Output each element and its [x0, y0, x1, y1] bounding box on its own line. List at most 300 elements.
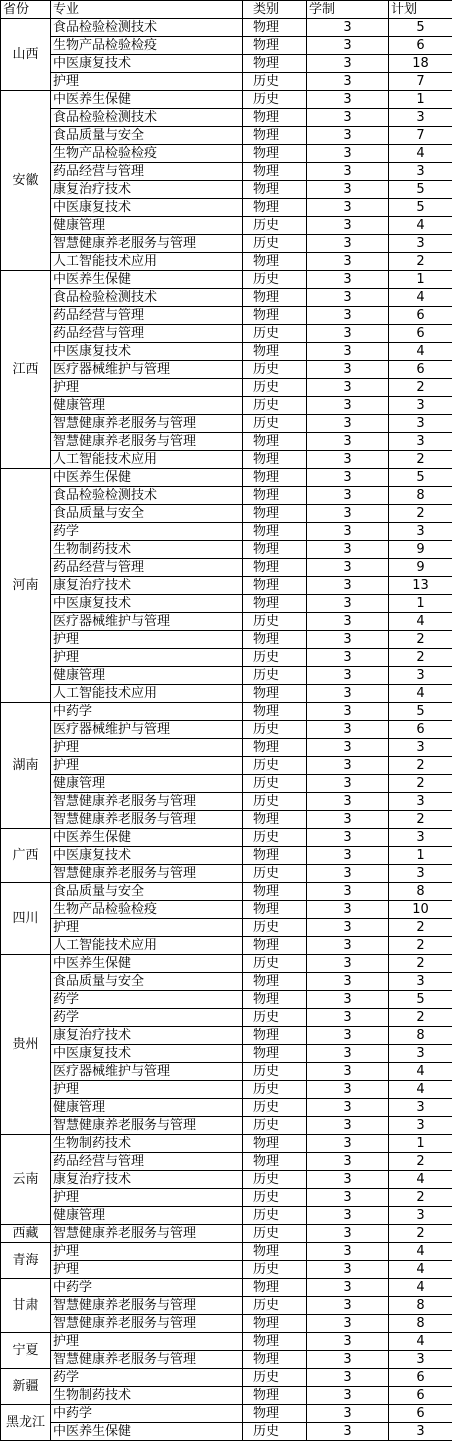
province-cell: 甘肃: [1, 1279, 51, 1333]
years-cell: 3: [307, 991, 389, 1009]
table-row: [1, 109, 452, 127]
category-cell: 历史: [243, 1189, 307, 1207]
category-cell: 物理: [243, 109, 307, 127]
years-cell: 3: [307, 343, 389, 361]
major-cell: 智慧健康养老服务与管理: [51, 1351, 243, 1369]
major-cell: 护理: [51, 1261, 243, 1279]
major-cell: 中医康复技术: [51, 595, 243, 613]
table-row: [1, 1081, 452, 1099]
plan-cell: 6: [389, 325, 452, 343]
category-cell: 物理: [243, 307, 307, 325]
province-cell: 安徽: [1, 91, 51, 271]
major-cell: 智慧健康养老服务与管理: [51, 415, 243, 433]
category-cell: 物理: [243, 145, 307, 163]
major-cell: 护理: [51, 739, 243, 757]
table-row: [1, 955, 452, 973]
plan-cell: 4: [389, 685, 452, 703]
major-cell: 智慧健康养老服务与管理: [51, 1117, 243, 1135]
category-cell: 物理: [243, 559, 307, 577]
category-cell: 物理: [243, 523, 307, 541]
table-row: [1, 1207, 452, 1225]
major-cell: 中医康复技术: [51, 55, 243, 73]
major-cell: 护理: [51, 1081, 243, 1099]
table-row: [1, 37, 452, 55]
years-cell: 3: [307, 163, 389, 181]
category-cell: 物理: [243, 577, 307, 595]
table-row: [1, 1063, 452, 1081]
category-cell: 物理: [243, 19, 307, 37]
major-cell: 药品经营与管理: [51, 325, 243, 343]
category-cell: 物理: [243, 487, 307, 505]
table-row: [1, 325, 452, 343]
years-cell: 3: [307, 973, 389, 991]
province-cell: 贵州: [1, 955, 51, 1135]
plan-cell: 2: [389, 1189, 452, 1207]
major-cell: 中药学: [51, 1405, 243, 1423]
major-cell: 药品经营与管理: [51, 559, 243, 577]
table-row: [1, 937, 452, 955]
major-cell: 中医养生保健: [51, 469, 243, 487]
table-row: [1, 919, 452, 937]
category-cell: 历史: [243, 1099, 307, 1117]
years-cell: 3: [307, 379, 389, 397]
category-cell: 物理: [243, 1153, 307, 1171]
plan-cell: 2: [389, 1153, 452, 1171]
table-row: [1, 1261, 452, 1279]
plan-cell: 4: [389, 1279, 452, 1297]
plan-cell: 3: [389, 793, 452, 811]
plan-cell: 3: [389, 109, 452, 127]
table-row: [1, 1189, 452, 1207]
table-row: [1, 847, 452, 865]
header-major: 专业: [51, 1, 243, 19]
category-cell: 历史: [243, 757, 307, 775]
major-cell: 健康管理: [51, 667, 243, 685]
plan-cell: 8: [389, 1297, 452, 1315]
plan-cell: 3: [389, 829, 452, 847]
plan-cell: 2: [389, 379, 452, 397]
major-cell: 健康管理: [51, 217, 243, 235]
category-cell: 物理: [243, 703, 307, 721]
table-row: [1, 721, 452, 739]
plan-cell: 3: [389, 1099, 452, 1117]
years-cell: 3: [307, 703, 389, 721]
plan-cell: 4: [389, 343, 452, 361]
plan-cell: 1: [389, 1135, 452, 1153]
major-cell: 智慧健康养老服务与管理: [51, 235, 243, 253]
category-cell: 历史: [243, 721, 307, 739]
major-cell: 中医康复技术: [51, 343, 243, 361]
major-cell: 中医养生保健: [51, 829, 243, 847]
table-row: [1, 685, 452, 703]
major-cell: 生物制药技术: [51, 541, 243, 559]
years-cell: 3: [307, 577, 389, 595]
major-cell: 药学: [51, 1369, 243, 1387]
years-cell: 3: [307, 1297, 389, 1315]
table-row: [1, 1243, 452, 1261]
category-cell: 物理: [243, 631, 307, 649]
category-cell: 物理: [243, 343, 307, 361]
category-cell: 历史: [243, 775, 307, 793]
category-cell: 物理: [243, 1333, 307, 1351]
major-cell: 康复治疗技术: [51, 577, 243, 595]
category-cell: 物理: [243, 253, 307, 271]
category-cell: 历史: [243, 325, 307, 343]
category-cell: 历史: [243, 793, 307, 811]
years-cell: 3: [307, 721, 389, 739]
plan-cell: 4: [389, 289, 452, 307]
plan-cell: 5: [389, 19, 452, 37]
plan-cell: 13: [389, 577, 452, 595]
plan-cell: 8: [389, 1027, 452, 1045]
table-row: [1, 1117, 452, 1135]
table-row: [1, 541, 452, 559]
major-cell: 康复治疗技术: [51, 181, 243, 199]
years-cell: 3: [307, 1405, 389, 1423]
plan-cell: 6: [389, 1387, 452, 1405]
plan-cell: 3: [389, 865, 452, 883]
header-plan: 计划: [389, 1, 452, 19]
plan-cell: 2: [389, 811, 452, 829]
major-cell: 药学: [51, 991, 243, 1009]
table-row: [1, 1045, 452, 1063]
plan-cell: 9: [389, 541, 452, 559]
province-cell: 新疆: [1, 1369, 51, 1405]
header-row: [1, 1, 452, 19]
years-cell: 3: [307, 1171, 389, 1189]
category-cell: 物理: [243, 541, 307, 559]
plan-cell: 2: [389, 649, 452, 667]
header-province: 省份: [1, 1, 51, 19]
major-cell: 智慧健康养老服务与管理: [51, 1297, 243, 1315]
table-row: [1, 1405, 452, 1423]
table-row: [1, 361, 452, 379]
category-cell: 物理: [243, 55, 307, 73]
years-cell: 3: [307, 73, 389, 91]
years-cell: 3: [307, 1009, 389, 1027]
major-cell: 护理: [51, 757, 243, 775]
table-row: [1, 523, 452, 541]
years-cell: 3: [307, 433, 389, 451]
table-row: [1, 757, 452, 775]
plan-cell: 3: [389, 163, 452, 181]
plan-cell: 9: [389, 559, 452, 577]
category-cell: 历史: [243, 1207, 307, 1225]
years-cell: 3: [307, 1207, 389, 1225]
category-cell: 历史: [243, 649, 307, 667]
table-row: [1, 559, 452, 577]
major-cell: 健康管理: [51, 775, 243, 793]
plan-cell: 1: [389, 91, 452, 109]
table-row: [1, 145, 452, 163]
category-cell: 物理: [243, 1027, 307, 1045]
table-row: [1, 181, 452, 199]
years-cell: 3: [307, 145, 389, 163]
category-cell: 历史: [243, 865, 307, 883]
major-cell: 健康管理: [51, 397, 243, 415]
plan-cell: 6: [389, 1405, 452, 1423]
plan-cell: 3: [389, 739, 452, 757]
major-cell: 护理: [51, 649, 243, 667]
years-cell: 3: [307, 865, 389, 883]
plan-cell: 3: [389, 1207, 452, 1225]
plan-cell: 5: [389, 469, 452, 487]
table-row: [1, 55, 452, 73]
major-cell: 智慧健康养老服务与管理: [51, 811, 243, 829]
province-cell: 四川: [1, 883, 51, 955]
years-cell: 3: [307, 811, 389, 829]
major-cell: 食品质量与安全: [51, 505, 243, 523]
years-cell: 3: [307, 1099, 389, 1117]
years-cell: 3: [307, 739, 389, 757]
plan-cell: 4: [389, 1261, 452, 1279]
category-cell: 物理: [243, 883, 307, 901]
table-row: [1, 1351, 452, 1369]
province-cell: 青海: [1, 1243, 51, 1279]
plan-cell: 4: [389, 1063, 452, 1081]
plan-cell: 2: [389, 955, 452, 973]
years-cell: 3: [307, 595, 389, 613]
major-cell: 智慧健康养老服务与管理: [51, 793, 243, 811]
years-cell: 3: [307, 631, 389, 649]
plan-cell: 8: [389, 883, 452, 901]
years-cell: 3: [307, 397, 389, 415]
plan-cell: 10: [389, 901, 452, 919]
major-cell: 医疗器械维护与管理: [51, 721, 243, 739]
major-cell: 健康管理: [51, 1099, 243, 1117]
plan-cell: 1: [389, 271, 452, 289]
years-cell: 3: [307, 829, 389, 847]
years-cell: 3: [307, 1081, 389, 1099]
years-cell: 3: [307, 469, 389, 487]
category-cell: 历史: [243, 1171, 307, 1189]
category-cell: 物理: [243, 433, 307, 451]
category-cell: 历史: [243, 667, 307, 685]
province-cell: 云南: [1, 1135, 51, 1225]
major-cell: 药学: [51, 523, 243, 541]
plan-cell: 4: [389, 1081, 452, 1099]
table-row: [1, 649, 452, 667]
years-cell: 3: [307, 307, 389, 325]
major-cell: 中医养生保健: [51, 271, 243, 289]
years-cell: 3: [307, 1243, 389, 1261]
years-cell: 3: [307, 19, 389, 37]
category-cell: 物理: [243, 937, 307, 955]
plan-cell: 8: [389, 1315, 452, 1333]
major-cell: 食品质量与安全: [51, 127, 243, 145]
major-cell: 康复治疗技术: [51, 1171, 243, 1189]
table-row: [1, 19, 452, 37]
table-row: [1, 451, 452, 469]
years-cell: 3: [307, 1333, 389, 1351]
plan-cell: 2: [389, 451, 452, 469]
plan-cell: 6: [389, 721, 452, 739]
major-cell: 生物产品检验检疫: [51, 145, 243, 163]
table-row: [1, 1387, 452, 1405]
years-cell: 3: [307, 1369, 389, 1387]
plan-cell: 4: [389, 613, 452, 631]
category-cell: 历史: [243, 235, 307, 253]
years-cell: 3: [307, 1045, 389, 1063]
table-row: [1, 235, 452, 253]
years-cell: 3: [307, 1063, 389, 1081]
category-cell: 历史: [243, 1009, 307, 1027]
table-row: [1, 829, 452, 847]
category-cell: 历史: [243, 1261, 307, 1279]
years-cell: 3: [307, 253, 389, 271]
major-cell: 食品质量与安全: [51, 883, 243, 901]
table-row: [1, 577, 452, 595]
category-cell: 物理: [243, 37, 307, 55]
years-cell: 3: [307, 361, 389, 379]
years-cell: 3: [307, 235, 389, 253]
category-cell: 物理: [243, 1279, 307, 1297]
years-cell: 3: [307, 955, 389, 973]
major-cell: 药品经营与管理: [51, 1153, 243, 1171]
category-cell: 物理: [243, 973, 307, 991]
category-cell: 历史: [243, 919, 307, 937]
category-cell: 历史: [243, 1081, 307, 1099]
years-cell: 3: [307, 1315, 389, 1333]
years-cell: 3: [307, 37, 389, 55]
years-cell: 3: [307, 613, 389, 631]
plan-cell: 3: [389, 1117, 452, 1135]
years-cell: 3: [307, 487, 389, 505]
years-cell: 3: [307, 1279, 389, 1297]
category-cell: 历史: [243, 1297, 307, 1315]
category-cell: 历史: [243, 1225, 307, 1243]
major-cell: 护理: [51, 1333, 243, 1351]
plan-cell: 3: [389, 1423, 452, 1441]
plan-cell: 4: [389, 1171, 452, 1189]
major-cell: 生物制药技术: [51, 1135, 243, 1153]
plan-cell: 2: [389, 253, 452, 271]
plan-cell: 2: [389, 757, 452, 775]
plan-cell: 3: [389, 973, 452, 991]
table-row: [1, 163, 452, 181]
years-cell: 3: [307, 415, 389, 433]
table-row: [1, 883, 452, 901]
table-row: [1, 73, 452, 91]
province-cell: 黑龙江: [1, 1405, 51, 1441]
category-cell: 历史: [243, 73, 307, 91]
plan-cell: 4: [389, 217, 452, 235]
plan-cell: 3: [389, 523, 452, 541]
plan-cell: 3: [389, 433, 452, 451]
table-row: [1, 127, 452, 145]
years-cell: 3: [307, 199, 389, 217]
plan-cell: 3: [389, 1351, 452, 1369]
table-row: [1, 613, 452, 631]
years-cell: 3: [307, 685, 389, 703]
table-row: [1, 973, 452, 991]
province-cell: 宁夏: [1, 1333, 51, 1369]
major-cell: 医疗器械维护与管理: [51, 1063, 243, 1081]
plan-cell: 2: [389, 1009, 452, 1027]
category-cell: 物理: [243, 127, 307, 145]
years-cell: 3: [307, 793, 389, 811]
major-cell: 食品检验检测技术: [51, 289, 243, 307]
category-cell: 物理: [243, 289, 307, 307]
plan-cell: 2: [389, 937, 452, 955]
major-cell: 中医康复技术: [51, 199, 243, 217]
table-row: [1, 775, 452, 793]
years-cell: 3: [307, 271, 389, 289]
years-cell: 3: [307, 1027, 389, 1045]
plan-cell: 3: [389, 1045, 452, 1063]
years-cell: 3: [307, 109, 389, 127]
years-cell: 3: [307, 1117, 389, 1135]
years-cell: 3: [307, 541, 389, 559]
province-cell: 河南: [1, 469, 51, 703]
province-cell: 广西: [1, 829, 51, 883]
years-cell: 3: [307, 1423, 389, 1441]
table-row: [1, 1315, 452, 1333]
years-cell: 3: [307, 1225, 389, 1243]
major-cell: 人工智能技术应用: [51, 253, 243, 271]
table-row: [1, 433, 452, 451]
category-cell: 历史: [243, 955, 307, 973]
table-row: [1, 631, 452, 649]
years-cell: 3: [307, 55, 389, 73]
major-cell: 食品检验检测技术: [51, 487, 243, 505]
category-cell: 物理: [243, 469, 307, 487]
province-cell: 西藏: [1, 1225, 51, 1243]
province-cell: 江西: [1, 271, 51, 469]
plan-cell: 5: [389, 199, 452, 217]
table-row: [1, 91, 452, 109]
years-cell: 3: [307, 847, 389, 865]
major-cell: 护理: [51, 1189, 243, 1207]
years-cell: 3: [307, 289, 389, 307]
plan-cell: 2: [389, 919, 452, 937]
category-cell: 物理: [243, 1315, 307, 1333]
header-category: 类别: [243, 1, 307, 19]
table-row: [1, 415, 452, 433]
years-cell: 3: [307, 775, 389, 793]
plan-cell: 2: [389, 505, 452, 523]
major-cell: 护理: [51, 631, 243, 649]
major-cell: 智慧健康养老服务与管理: [51, 433, 243, 451]
plan-cell: 2: [389, 775, 452, 793]
major-cell: 中医养生保健: [51, 955, 243, 973]
table-row: [1, 1153, 452, 1171]
category-cell: 物理: [243, 163, 307, 181]
years-cell: 3: [307, 883, 389, 901]
major-cell: 医疗器械维护与管理: [51, 613, 243, 631]
table-row: [1, 343, 452, 361]
table-row: [1, 1423, 452, 1441]
category-cell: 物理: [243, 847, 307, 865]
table-row: [1, 1297, 452, 1315]
category-cell: 历史: [243, 1063, 307, 1081]
years-cell: 3: [307, 325, 389, 343]
major-cell: 中药学: [51, 703, 243, 721]
years-cell: 3: [307, 1261, 389, 1279]
major-cell: 食品检验检测技术: [51, 109, 243, 127]
table-row: [1, 487, 452, 505]
plan-cell: 18: [389, 55, 452, 73]
table-row: [1, 379, 452, 397]
plan-cell: 6: [389, 361, 452, 379]
table-row: [1, 505, 452, 523]
major-cell: 护理: [51, 919, 243, 937]
years-cell: 3: [307, 181, 389, 199]
plan-cell: 7: [389, 127, 452, 145]
plan-cell: 3: [389, 415, 452, 433]
table-row: [1, 703, 452, 721]
years-cell: 3: [307, 1351, 389, 1369]
